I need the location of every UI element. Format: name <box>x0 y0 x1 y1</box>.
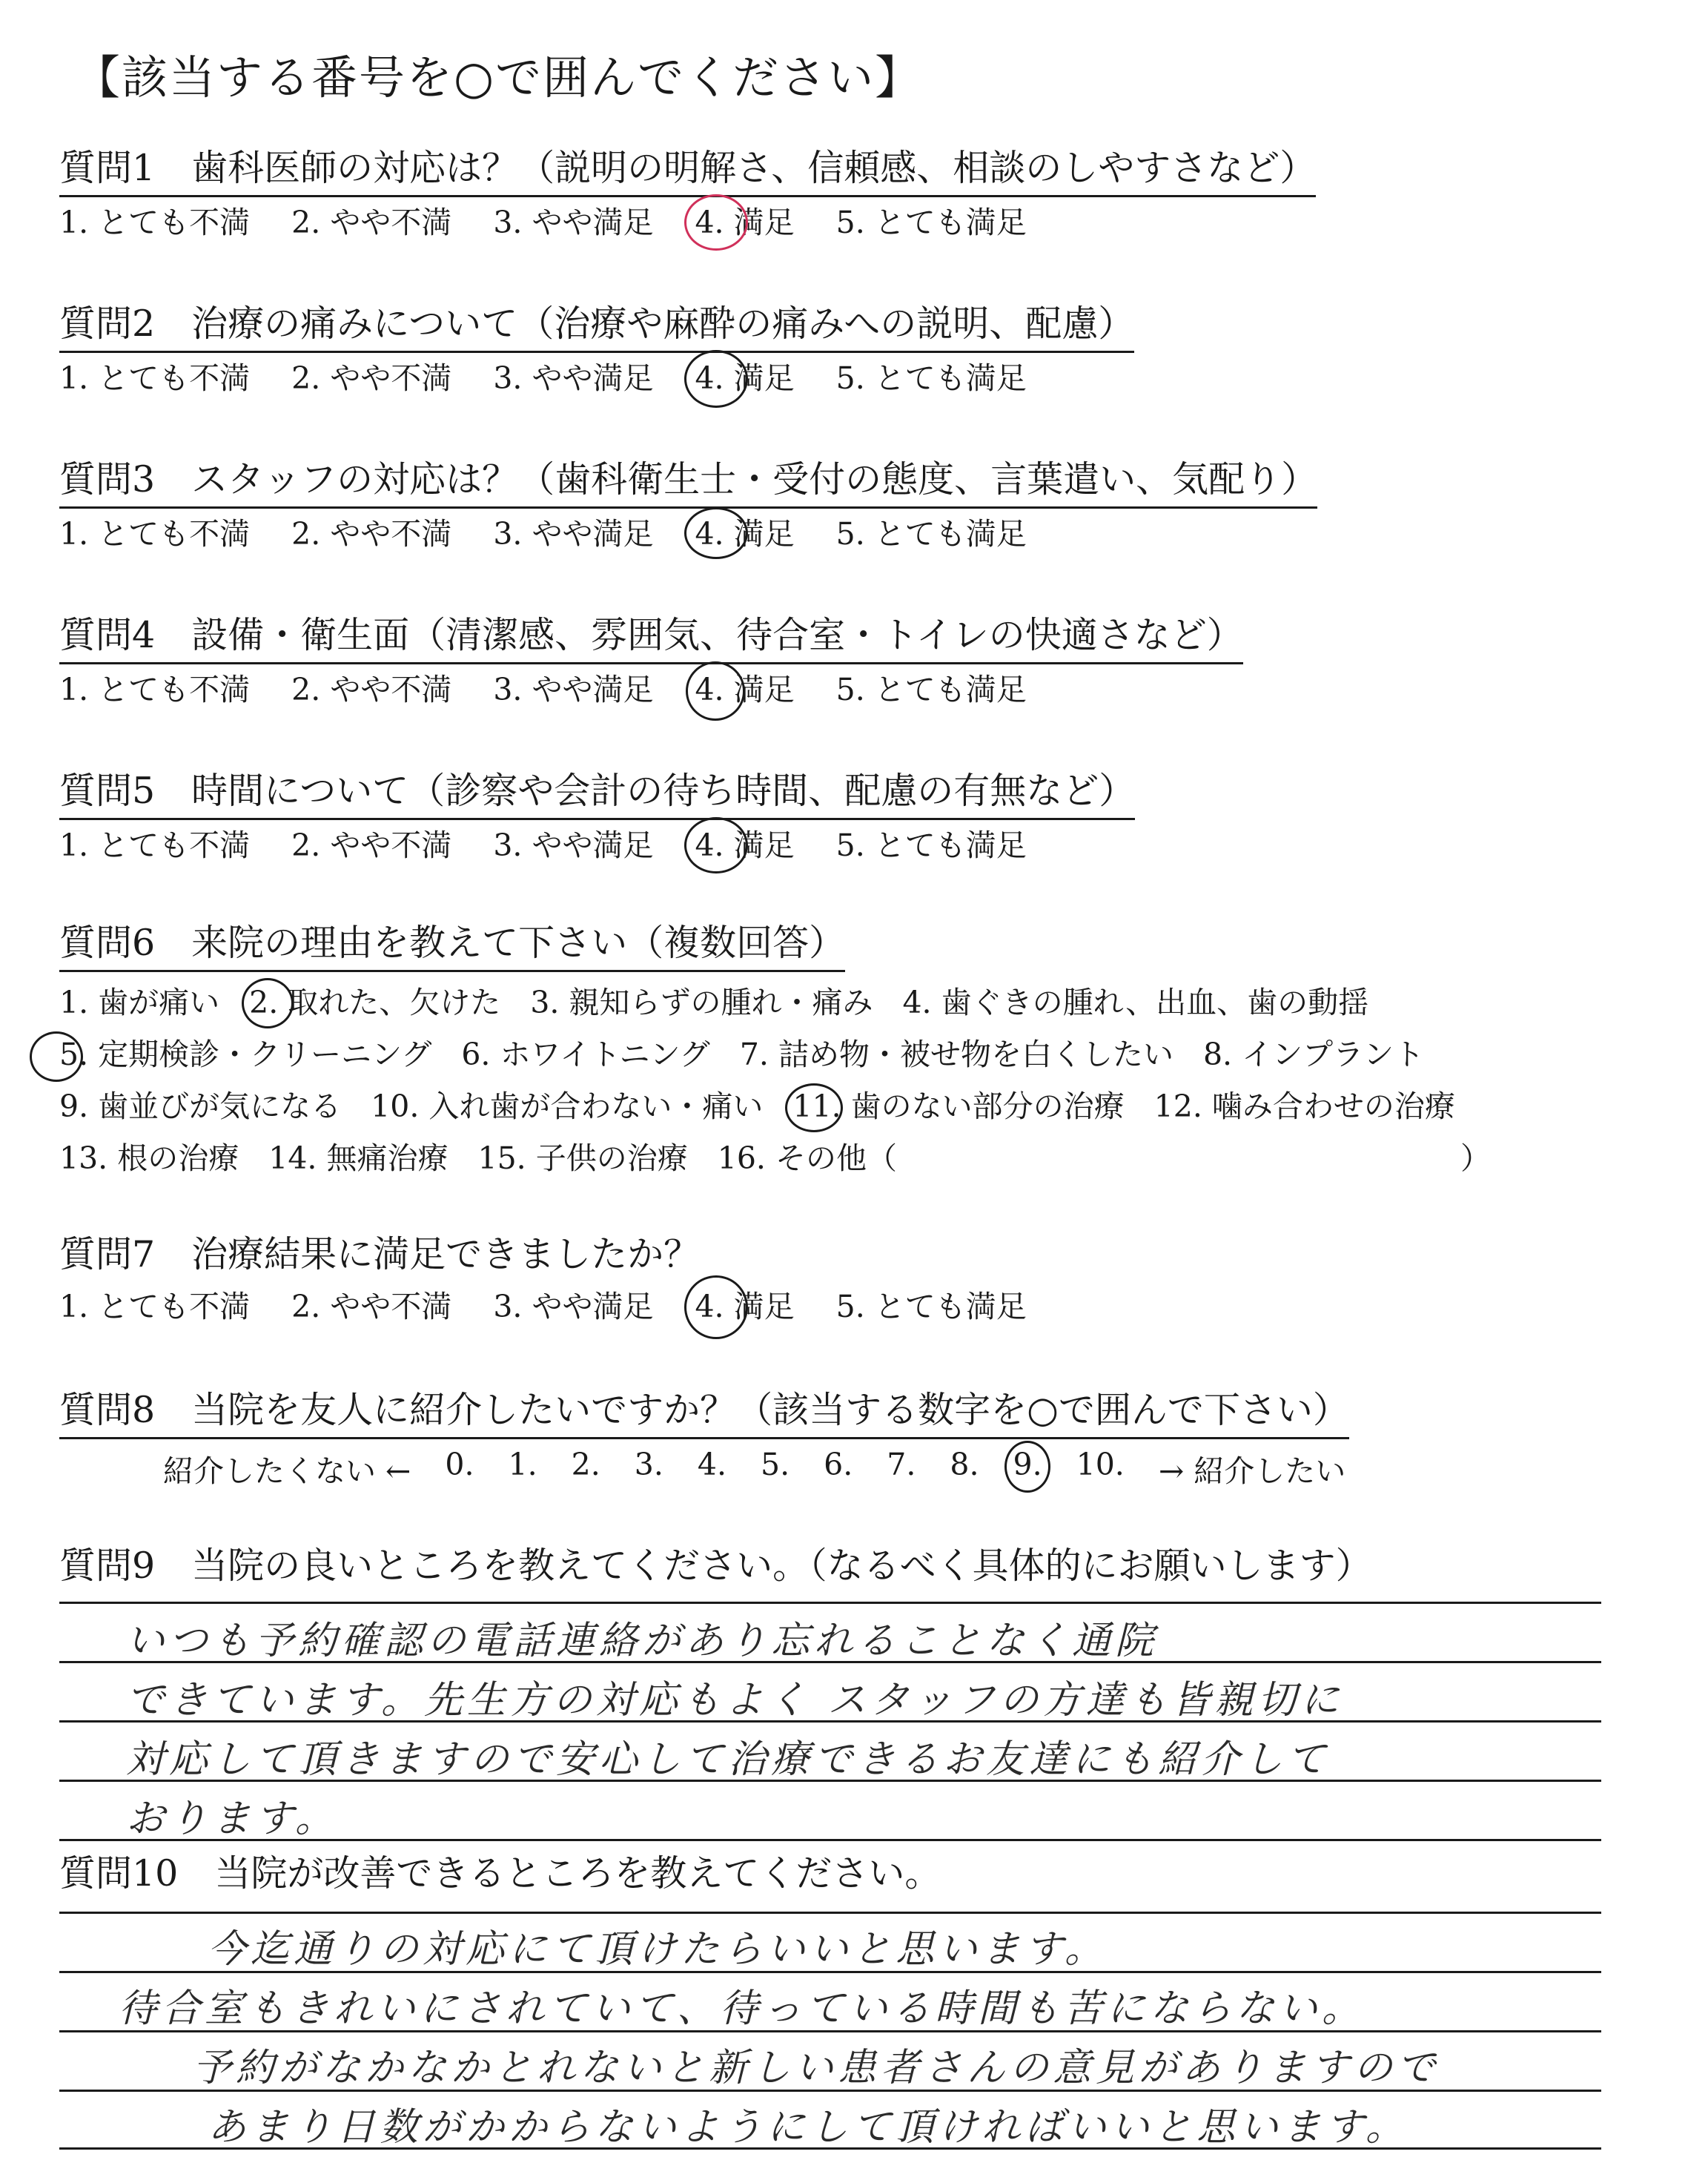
reason-7[interactable]: 7. 詰め物・被せ物を白くしたい <box>739 1037 1174 1072</box>
scale-7[interactable]: 7. <box>887 1447 916 1482</box>
question-7 <box>59 1231 1027 1327</box>
option-2[interactable]: 2. やや不満 <box>291 360 452 396</box>
scale-6[interactable]: 6. <box>824 1447 853 1482</box>
option-4-label: 4. 満足 <box>695 516 795 552</box>
reason-12[interactable]: 12. 噛み合わせの治療 <box>1153 1089 1455 1124</box>
reason-5-label: 5. 定期検診・クリーニング <box>59 1037 432 1072</box>
question-10-heading: 質問10 当院が改善できるところを教えてください。 <box>59 1852 941 1895</box>
handwritten-answer-line: いつも予約確認の電話連絡があり忘れることなく通院 <box>126 1619 1159 1663</box>
scale-1[interactable]: 1. <box>508 1447 537 1482</box>
option-5[interactable]: 5. とても満足 <box>835 516 1027 552</box>
option-5[interactable]: 5. とても満足 <box>835 360 1027 396</box>
rule-line <box>59 1602 1601 1604</box>
option-5[interactable]: 5. とても満足 <box>835 828 1027 863</box>
question-1-heading: 質問1 歯科医師の対応は？（説明の明解さ、信頼感、相談のしやすさなど） <box>59 145 1316 197</box>
reason-3[interactable]: 3. 親知らずの腫れ・痛み <box>530 985 873 1020</box>
option-2[interactable]: 2. やや不満 <box>291 828 452 863</box>
option-5[interactable]: 5. とても満足 <box>835 672 1027 707</box>
scale-5[interactable]: 5. <box>761 1447 790 1482</box>
option-2[interactable]: 2. やや不満 <box>291 205 452 240</box>
question-5-heading: 質問5 時間について（診察や会計の待ち時間、配慮の有無など） <box>59 767 1135 820</box>
handwritten-answer-line: あまり日数がかからないようにして頂ければいいと思います。 <box>208 2105 1409 2150</box>
reason-16-close-paren: ） <box>1460 1140 1491 1176</box>
question-3-heading: 質問3 スタッフの対応は？（歯科衛生士・受付の態度、言葉遣い、気配り） <box>59 456 1317 509</box>
reason-8[interactable]: 8. インプラント <box>1202 1037 1425 1072</box>
scale-9-selected[interactable] <box>1013 1447 1042 1490</box>
question-10 <box>59 1850 941 1900</box>
option-4-selected[interactable] <box>695 669 794 710</box>
option-5[interactable]: 5. とても満足 <box>835 1289 1027 1324</box>
scale-9-label: 9. <box>1013 1447 1042 1482</box>
question-3-options <box>59 513 1317 555</box>
question-4-heading: 質問4 設備・衛生面（清潔感、雰囲気、待合室・トイレの快適さなど） <box>59 612 1243 664</box>
handwritten-answer-line: 今迄通りの対応にて頂けたらいいと思います。 <box>208 1927 1108 1972</box>
question-10-answer-area[interactable] <box>59 1912 1601 2149</box>
reasons-row-4 <box>59 1132 1491 1184</box>
scale-right-label: → 紹介したい <box>1158 1453 1346 1489</box>
option-1[interactable]: 1. とても不満 <box>59 672 251 707</box>
scale-2[interactable]: 2. <box>571 1447 600 1482</box>
reason-10[interactable]: 10. 入れ歯が合わない・痛い <box>371 1089 764 1124</box>
reason-16[interactable]: 16. その他（ <box>717 1140 897 1176</box>
reason-2-label: 2. 取れた、欠けた <box>249 985 501 1020</box>
question-4-options <box>59 669 1243 710</box>
question-8 <box>59 1387 1349 1490</box>
scale-3[interactable]: 3. <box>634 1447 663 1482</box>
recommend-scale <box>163 1447 1349 1490</box>
option-3[interactable]: 3. やや満足 <box>493 360 654 396</box>
reason-13[interactable]: 13. 根の治療 <box>59 1140 239 1176</box>
option-4-label: 4. 満足 <box>695 360 795 396</box>
option-4-selected[interactable] <box>695 513 794 555</box>
option-5[interactable]: 5. とても満足 <box>835 205 1027 240</box>
handwritten-answer-line: 対応して頂きますので安心して治療できるお友達にも紹介して <box>126 1737 1331 1782</box>
scale-10[interactable]: 10. <box>1076 1447 1125 1482</box>
option-4-label: 4. 満足 <box>695 205 795 240</box>
option-4-label: 4. 満足 <box>695 672 795 707</box>
option-1[interactable]: 1. とても不満 <box>59 1289 251 1324</box>
question-9 <box>59 1542 1372 1593</box>
reasons-row-3 <box>59 1080 1491 1132</box>
question-7-heading: 質問7 治療結果に満足できましたか？ <box>59 1233 701 1275</box>
reason-2-selected[interactable] <box>249 977 500 1028</box>
question-1 <box>59 145 1316 243</box>
reason-9[interactable]: 9. 歯並びが気になる <box>59 1089 342 1124</box>
scale-0[interactable]: 0. <box>445 1447 474 1482</box>
reason-15[interactable]: 15. 子供の治療 <box>477 1140 688 1176</box>
option-1[interactable]: 1. とても不満 <box>59 516 251 552</box>
reason-5-selected[interactable] <box>59 1028 431 1080</box>
option-2[interactable]: 2. やや不満 <box>291 1289 452 1324</box>
handwritten-answer-line: おります。 <box>126 1797 338 1841</box>
option-1[interactable]: 1. とても不満 <box>59 828 251 863</box>
question-6-heading: 質問6 来院の理由を教えて下さい（複数回答） <box>59 919 845 972</box>
reason-14[interactable]: 14. 無痛治療 <box>268 1140 448 1176</box>
option-4-selected[interactable] <box>695 357 794 399</box>
reason-11-selected[interactable] <box>792 1080 1124 1132</box>
question-7-options <box>59 1286 1027 1327</box>
question-2-options <box>59 357 1134 399</box>
handwritten-answer-line: できています。先生方の対応もよく スタッフの方達も皆親切に <box>126 1678 1344 1723</box>
option-3[interactable]: 3. やや満足 <box>493 672 654 707</box>
option-4-label: 4. 満足 <box>695 1289 795 1324</box>
option-4-selected[interactable] <box>695 202 794 243</box>
rule-line <box>59 1912 1601 1914</box>
reason-4[interactable]: 4. 歯ぐきの腫れ、出血、歯の動揺 <box>902 985 1369 1020</box>
scale-8[interactable]: 8. <box>950 1447 979 1482</box>
question-4 <box>59 612 1243 710</box>
question-3 <box>59 456 1317 555</box>
reasons-row-2 <box>59 1028 1491 1080</box>
scale-4[interactable]: 4. <box>697 1447 727 1482</box>
option-4-label: 4. 満足 <box>695 828 795 863</box>
question-9-heading: 質問9 当院の良いところを教えてください。（なるべく具体的にお願いします） <box>59 1545 1372 1587</box>
reason-1[interactable]: 1. 歯が痛い <box>59 985 220 1020</box>
option-4-selected[interactable] <box>695 1286 794 1327</box>
option-3[interactable]: 3. やや満足 <box>493 1289 654 1324</box>
option-1[interactable]: 1. とても不満 <box>59 360 251 396</box>
question-6 <box>59 919 1491 1184</box>
reasons-row-1 <box>59 977 1491 1028</box>
reason-6[interactable]: 6. ホワイトニング <box>461 1037 710 1072</box>
question-2 <box>59 300 1134 399</box>
option-1[interactable]: 1. とても不満 <box>59 205 251 240</box>
question-5 <box>59 767 1135 866</box>
reason-11-label: 11. 歯のない部分の治療 <box>792 1089 1125 1124</box>
option-3[interactable]: 3. やや満足 <box>493 828 654 863</box>
question-1-options <box>59 202 1316 243</box>
question-9-answer-area[interactable] <box>59 1602 1601 1839</box>
option-4-selected[interactable] <box>695 825 794 866</box>
page-title: 【該当する番号を○で囲んでください】 <box>74 50 923 105</box>
handwritten-answer-line: 予約がなかなかとれないと新しい患者さんの意見がありますので <box>193 2046 1440 2090</box>
option-2[interactable]: 2. やや不満 <box>291 516 452 552</box>
scale-left-label: 紹介したくない ← <box>163 1453 411 1489</box>
question-5-options <box>59 825 1135 866</box>
question-6-reasons <box>59 977 1491 1184</box>
option-3[interactable]: 3. やや満足 <box>493 205 654 240</box>
handwritten-answer-line: 待合室もきれいにされていて、待っている時間も苦にならない。 <box>119 1986 1365 2031</box>
question-8-heading: 質問8 当院を友人に紹介したいですか？（該当する数字を○で囲んで下さい） <box>59 1387 1349 1439</box>
question-2-heading: 質問2 治療の痛みについて（治療や麻酔の痛みへの説明、配慮） <box>59 300 1134 353</box>
option-3[interactable]: 3. やや満足 <box>493 516 654 552</box>
option-2[interactable]: 2. やや不満 <box>291 672 452 707</box>
